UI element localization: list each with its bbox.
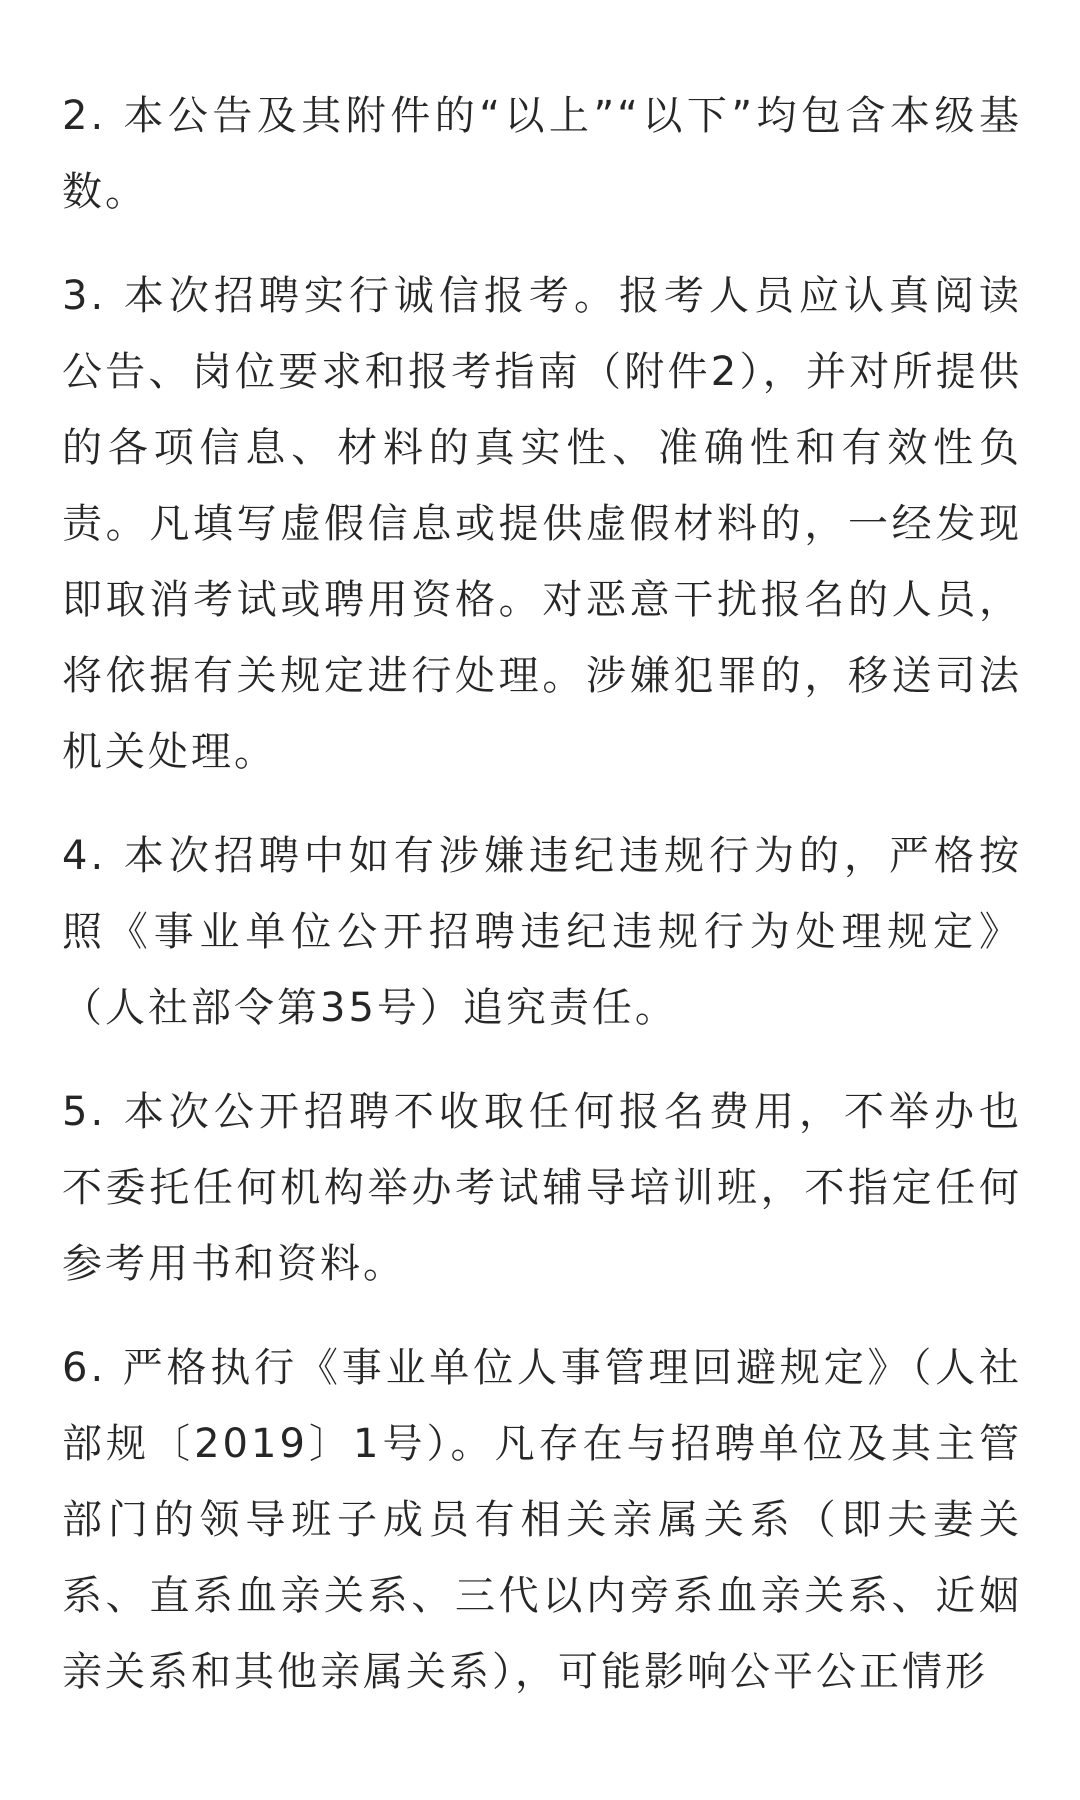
paragraph-item-2: 2. 本公告及其附件的“以上”“以下”均包含本级基数。 — [62, 93, 1022, 215]
paragraph-item-3: 3. 本次招聘实行诚信报考。报考人员应认真阅读公告、岗位要求和报考指南（附件2），并对所提供的各项信息、材料的真实性、准确性和有效性负责。凡填写虚假信息或提供虚假材料的，一经发现即取消考试或聘用资格。对恶意干扰报名的人员，将依据有关规定进行处理。涉嫌犯罪的，移送司法机关处理。 — [62, 273, 1022, 775]
paragraph-item-6: 6. 严格执行《事业单位人事管理回避规定》（人社部规〔2019〕1号）。凡存在与招聘单位及其主管部门的领导班子成员有相关亲属关系（即夫妻关系、直系血亲关系、三代以内旁系血亲关系、近姻亲关系和其他亲属关系），可能影响公平公正情形 — [62, 1345, 1022, 1695]
paragraph-item-5: 5. 本次公开招聘不收取任何报名费用，不举办也不委托任何机构举办考试辅导培训班，不指定任何参考用书和资料。 — [62, 1089, 1022, 1287]
paragraph-item-4: 4. 本次招聘中如有涉嫌违纪违规行为的，严格按照《事业单位公开招聘违纪违规行为处理规定》（人社部令第35号）追究责任。 — [62, 833, 1022, 1031]
